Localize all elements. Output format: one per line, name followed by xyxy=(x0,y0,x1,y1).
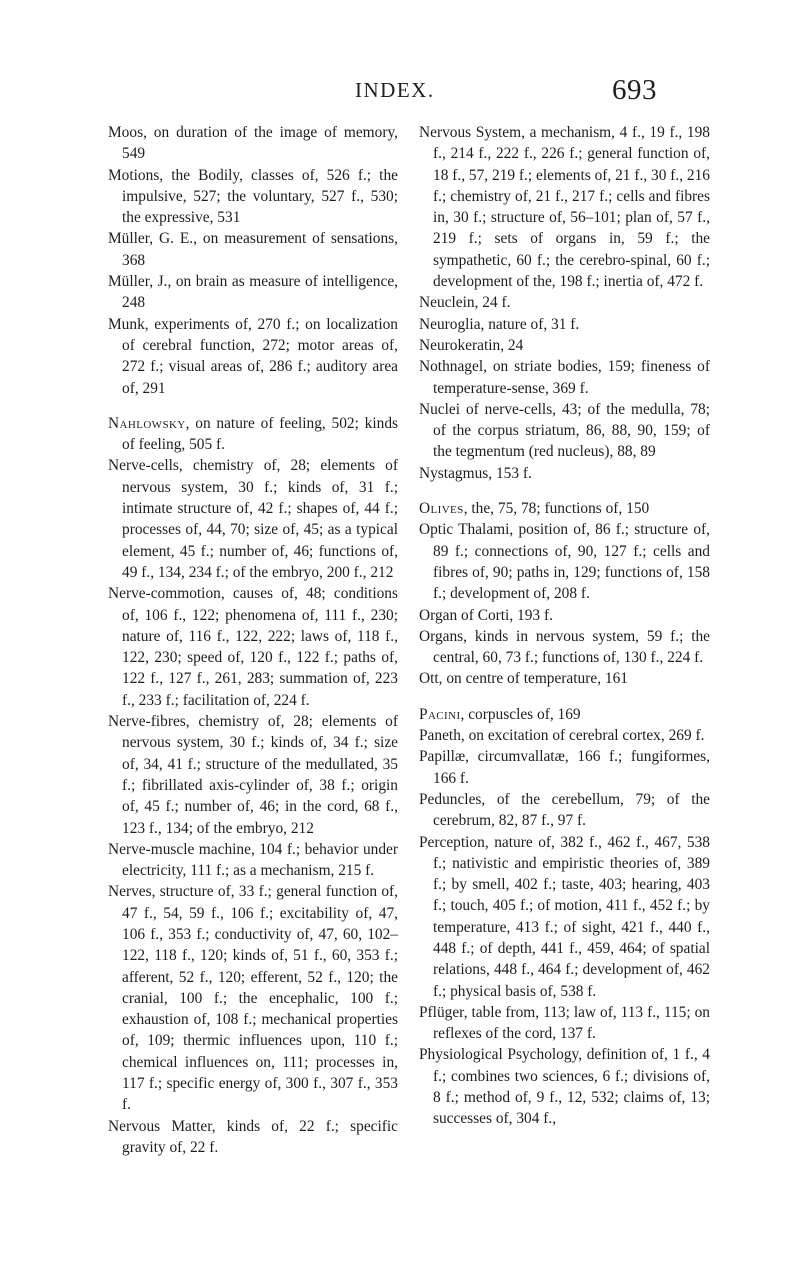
index-entry-text: Nerve-muscle machine, 104 f.; behavior under electricity, 111 f.; as a mechanism, 215 f. xyxy=(108,840,398,880)
index-entry-text: Neuroglia, nature of, 31 f. xyxy=(419,315,580,333)
index-entry-lead: Pacini xyxy=(419,705,461,723)
index-entry-text: , corpuscles of, 169 xyxy=(460,705,581,723)
index-entry-text: Nervous System, a mechanism, 4 f., 19 f., 198 f., 214 f., 222 f., 226 f.; general function of, 18 f., 57, 219 f.; elements of, 21 f., 30 f., 216 f.; chemistry of, 21 f., 217 f.; cells and fibres in, 30 f.; structure of, 56–101; plan of, 57 f., 219 f.; sets of organs in, 59 f.; the sympathetic, 60 f.; the cerebro-spinal, 60 f.; development of the, 198 f.; inertia of, 472 f. xyxy=(419,124,710,291)
index-entry-text: Müller, J., on brain as measure of intelligence, 248 xyxy=(108,273,398,312)
index-entry xyxy=(419,626,710,669)
index-entry xyxy=(108,583,398,711)
index-entry xyxy=(419,746,710,789)
index-entry xyxy=(108,228,398,271)
index-entry-text: , on nature of feeling, 502; kinds of feeling, 505 f. xyxy=(122,414,398,454)
index-entry xyxy=(419,704,710,725)
index-entry xyxy=(108,314,398,399)
index-entry xyxy=(108,455,398,583)
index-entry xyxy=(108,881,398,1115)
index-entry-text: Nerves, structure of, 33 f.; general function of, 47 f., 54, 59 f., 106 f.; excitability of, 47, 106 f., 353 f.; conductivity of, 47, 60, 102–122, 118 f., 120; kinds of, 51 f., 60, 353 f.; afferent, 52 f., 120; efferent, 52 f., 120; the cranial, 100 f.; the encephalic, 100 f.; exhaustion of, 108 f.; mechanical properties of, 109; thermic influences upon, 110 f.; chemical influences on, 111; processes in, 117 f.; specific energy of, 300 f., 307 f., 353 f. xyxy=(108,883,398,1114)
index-entry-text: Ott, on centre of temperature, 161 xyxy=(419,670,628,688)
index-entry xyxy=(419,519,710,604)
running-head-title: INDEX. xyxy=(355,78,435,102)
index-entry-text: Nerve-fibres, chemistry of, 28; elements of nervous system, 30 f.; kinds of, 34 f.; size of, 34, 41 f.; structure of the medullated, 35 f.; fibrillated axis-cylinder of, 38 f.; origin of, 45 f.; number of, 46; in the cord, 68 f., 123 f., 134; of the embryo, 212 xyxy=(108,713,398,837)
index-entry-text: Paneth, on excitation of cerebral cortex, 269 f. xyxy=(419,727,705,745)
index-entry-text: , the, 75, 78; functions of, 150 xyxy=(463,500,650,518)
index-entry-text: Neuclein, 24 f. xyxy=(419,294,511,312)
index-entry xyxy=(108,165,398,229)
index-entry-text: Optic Thalami, position of, 86 f.; structure of, 89 f.; connections of, 90, 127 f.; cells and fibres of, 90; paths in, 129; functions of, 158 f.; development of, 208 f. xyxy=(419,521,710,603)
index-entry-text: Nystagmus, 153 f. xyxy=(419,464,532,482)
index-entry xyxy=(419,725,710,746)
index-entry-lead: Nahlowsky xyxy=(108,414,186,432)
index-entry-text: Motions, the Bodily, classes of, 526 f.; the impulsive, 527; the voluntary, 527 f., 530; the expressive, 531 xyxy=(108,166,398,227)
index-entry-text: Müller, G. E., on measurement of sensations, 368 xyxy=(108,230,398,269)
index-entry xyxy=(419,668,710,689)
index-entry-text: Nuclei of nerve-cells, 43; of the medulla, 78; of the corpus striatum, 86, 88, 90, 159; of the tegmentum (red nucleus), 88, 89 xyxy=(419,400,710,461)
index-entry xyxy=(108,1116,398,1159)
index-entry xyxy=(419,399,710,463)
index-entry xyxy=(108,413,398,456)
index-entry-text: Moos, on duration of the image of memory, 549 xyxy=(108,124,398,163)
index-entry-text: Perception, nature of, 382 f., 462 f., 467, 538 f.; nativistic and empiristic theories of, 389 f.; by smell, 402 f.; taste, 403; hearing, 403 f.; touch, 405 f.; of motion, 411 f., 452 f.; by temperature, 413 f.; of sight, 421 f., 440 f., 448 f.; of depth, 441 f., 459, 464; of spatial relations, 448 f., 464 f.; development of, 462 f.; physical basis of, 538 f. xyxy=(419,833,710,1000)
index-entry xyxy=(419,789,710,832)
index-entry-lead: Olives xyxy=(419,500,464,518)
index-entry-text: Nothnagel, on striate bodies, 159; fineness of temperature-sense, 369 f. xyxy=(419,358,710,397)
index-entry xyxy=(419,1044,710,1129)
index-entry-text: Nervous Matter, kinds of, 22 f.; specific gravity of, 22 f. xyxy=(108,1117,398,1156)
index-entry xyxy=(419,314,710,335)
index-column-left xyxy=(108,122,398,1158)
index-entry-text: Munk, experiments of, 270 f.; on localization of cerebral function, 272; motor areas of, 272 f.; visual areas of, 286 f.; auditory area of, 291 xyxy=(108,315,398,397)
running-head xyxy=(0,74,800,114)
index-entry xyxy=(419,832,710,1002)
index-entry-text: Neurokeratin, 24 xyxy=(419,336,524,354)
index-entry xyxy=(419,1002,710,1045)
index-entry-text: Nerve-commotion, causes of, 48; conditions of, 106 f., 122; phenomena of, 111 f., 230; nature of, 116 f., 122, 222; laws of, 118 f., 122, 230; speed of, 120 f., 122 f.; paths of, 122 f., 127 f., 261, 283; summation of, 223 f., 233 f.; facilitation of, 224 f. xyxy=(108,585,398,709)
index-column-right xyxy=(419,122,710,1130)
index-entry xyxy=(419,292,710,313)
index-entry xyxy=(419,122,710,292)
index-entry-text: Papillæ, circumvallatæ, 166 f.; fungiformes, 166 f. xyxy=(419,748,710,787)
index-entry-text: Organ of Corti, 193 f. xyxy=(419,606,553,624)
index-entry xyxy=(108,711,398,839)
index-entry-text: Nerve-cells, chemistry of, 28; elements of nervous system, 30 f.; kinds of, 31 f.; intimate structure of, 42 f.; shapes of, 44 f.; processes of, 44, 70; size of, 45; as a typical element, 45 f.; number of, 46; functions of, 49 f., 134, 234 f.; of the embryo, 200 f., 212 xyxy=(108,457,398,581)
index-entry-text: Organs, kinds in nervous system, 59 f.; the central, 60, 73 f.; functions of, 130 f., 224 f. xyxy=(419,627,710,667)
index-entry xyxy=(108,122,398,165)
index-entry-text: Peduncles, of the cerebellum, 79; of the cerebrum, 82, 87 f., 97 f. xyxy=(419,790,710,830)
index-entry-text: Physiological Psychology, definition of, 1 f., 4 f.; combines two sciences, 6 f.; divisions of, 8 f.; method of, 9 f., 12, 532; claims of, 13; successes of, 304 f., xyxy=(419,1046,710,1128)
index-entry xyxy=(419,335,710,356)
index-entry xyxy=(108,839,398,882)
page-number: 693 xyxy=(612,74,657,106)
index-entry-text: Pflüger, table from, 113; law of, 113 f., 115; on reflexes of the cord, 137 f. xyxy=(419,1003,710,1043)
index-entry xyxy=(419,605,710,626)
index-entry xyxy=(419,498,710,519)
index-entry xyxy=(108,271,398,314)
index-entry xyxy=(419,463,710,484)
index-entry xyxy=(419,356,710,399)
